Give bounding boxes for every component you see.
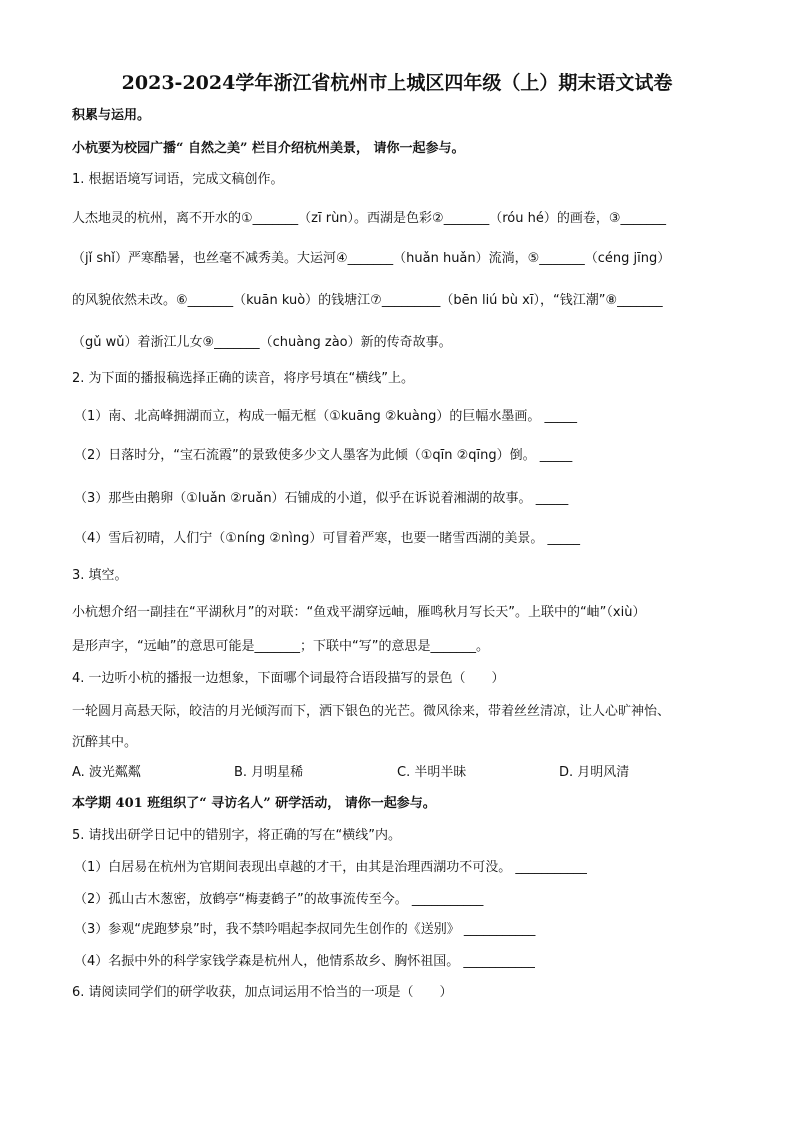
question-2-item: （4）雪后初晴，人们宁（①níng ②nìng）可冒着严寒，也要一睹雪西湖的美景。 _____ xyxy=(74,531,581,546)
question-1-line: （gǔ wǔ）着浙江儿女⑨_______（chuàng zào）新的传奇故事。 xyxy=(72,335,452,350)
question-4-stem: 4. 一边听小杭的播报一边想象，下面哪个词最符合语段描写的景色（ ） xyxy=(72,671,505,686)
question-5-item: （2）孤山古木葱密，放鹤亭“梅妻鹤子”的故事流传至今。 ___________ xyxy=(74,892,484,907)
question-3-stem: 3. 填空。 xyxy=(72,568,128,583)
question-1-line: 的风貌依然未改。⑥_______（kuān kuò）的钱塘江⑦_________（bēn liú bù xī），“钱江潮”⑧_______ xyxy=(72,293,663,308)
question-5-item: （3）参观“虎跑梦泉”时，我不禁吟唱起李叔同先生创作的《送别》 ___________ xyxy=(74,922,536,937)
question-1-stem: 1. 根据语境写词语，完成文稿创作。 xyxy=(72,172,284,187)
option-c: C. 半明半昧 xyxy=(397,765,467,780)
section-intro: 小杭要为校园广播“ 自然之美” 栏目介绍杭州美景， 请你一起参与。 xyxy=(72,141,465,156)
question-1-line: 人杰地灵的杭州，离不开水的①_______（zī rùn）。西湖是色彩②_______（róu hé）的画卷，③_______ xyxy=(72,211,666,226)
question-1-line: （jǐ shǐ）严寒酷暑，也丝毫不减秀美。大运河④_______（huǎn huǎn）流淌，⑤_______（céng jīng） xyxy=(72,251,671,266)
option-a: A. 波光粼粼 xyxy=(72,765,141,780)
section-intro: 本学期 401 班组织了“ 寻访名人” 研学活动， 请你一起参与。 xyxy=(72,796,436,811)
option-d: D. 月明风清 xyxy=(559,765,630,780)
question-4-passage: 一轮圆月高悬天际，皎洁的月光倾泻而下，洒下银色的光芒。微风徐来，带着丝丝清凉，让人心旷神怡、 xyxy=(72,704,671,719)
question-5-item: （4）名振中外的科学家钱学森是杭州人，他情系故乡、胸怀祖国。 ___________ xyxy=(74,954,535,969)
question-3-line: 是形声字，“远岫”的意思可能是_______；下联中“写”的意思是_______。 xyxy=(72,639,489,654)
option-b: B. 月明星稀 xyxy=(234,765,304,780)
exam-title: 2023-2024学年浙江省杭州市上城区四年级（上）期末语文试卷 xyxy=(121,72,673,94)
question-2-stem: 2. 为下面的播报稿选择正确的读音，将序号填在“横线”上。 xyxy=(72,371,415,386)
question-2-item: （1）南、北高峰拥湖而立，构成一幅无框（①kuāng ②kuàng）的巨幅水墨画。 _____ xyxy=(74,409,577,424)
question-6-stem: 6. 请阅读同学们的研学收获，加点词运用不恰当的一项是（ ） xyxy=(72,985,453,1000)
question-5-item: （1）白居易在杭州为官期间表现出卓越的才干，由其是治理西湖功不可没。 ___________ xyxy=(74,860,587,875)
question-2-item: （2）日落时分，“宝石流霞”的景致使多少文人墨客为此倾（①qīn ②qīng）倒。 _____ xyxy=(74,448,573,463)
question-4-passage: 沉醉其中。 xyxy=(72,735,138,750)
question-2-item: （3）那些由鹅卵（①luǎn ②ruǎn）石铺成的小道，似乎在诉说着湘湖的故事。 _____ xyxy=(74,491,569,506)
question-3-line: 小杭想介绍一副挂在“平湖秋月”的对联：“鱼戏平湖穿远岫，雁鸣秋月写长天”。上联中的“岫”（xiù） xyxy=(72,605,646,620)
question-5-stem: 5. 请找出研学日记中的错别字，将正确的写在“横线”内。 xyxy=(72,828,402,843)
section-heading: 积累与运用。 xyxy=(72,108,151,123)
